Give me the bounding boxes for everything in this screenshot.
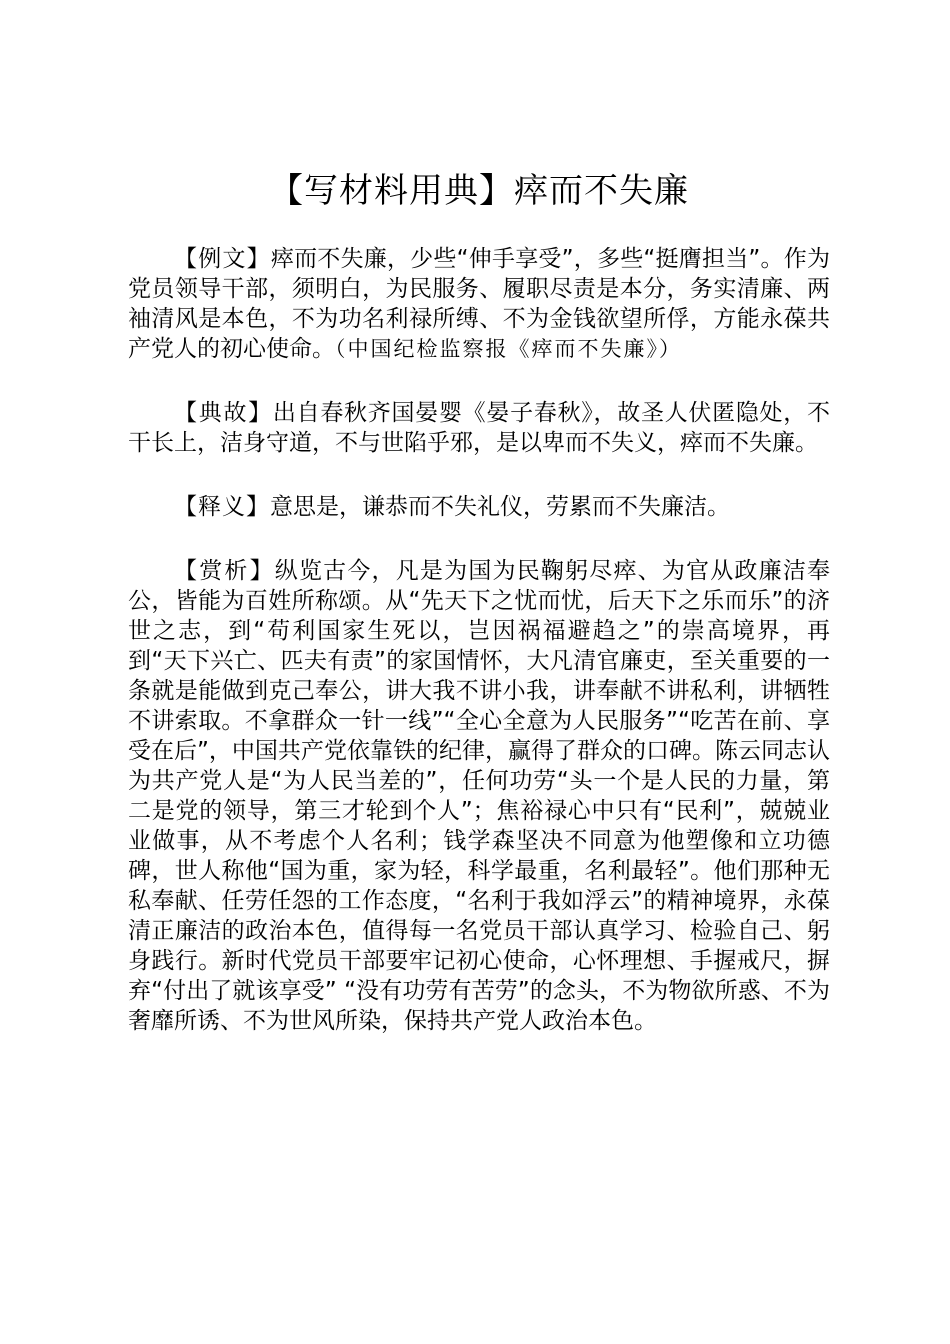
meaning-paragraph [128, 492, 830, 522]
document-page [128, 168, 830, 1070]
example-paragraph [128, 244, 830, 364]
appreciation-paragraph [128, 556, 830, 1036]
example-label: 【例文】 [174, 246, 271, 272]
example-text: 瘁而不失廉，少些“伸手享受”，多些“挺膺担当”。作为党员领导干部，须明白，为民服务、履职尽责是本分，务实清廉、两袖清风是本色，不为功名利禄所缚、不为金钱欲望所俘，方能永葆共产党人的初心使命。 [128, 246, 830, 362]
meaning-label: 【释义】 [174, 494, 270, 520]
allusion-label: 【典故】 [174, 400, 273, 426]
allusion-paragraph [128, 398, 830, 458]
example-source: （中国纪检监察报《瘁而不失廉》） [335, 337, 682, 361]
allusion-text: 出自春秋齐国晏婴《晏子春秋》，故圣人伏匿隐处，不干长上，洁身守道，不与世陷乎邪，是以卑而不失义，瘁而不失廉。 [128, 400, 831, 456]
meaning-text: 意思是，谦恭而不失礼仪，劳累而不失廉洁。 [270, 494, 730, 520]
appreciation-label: 【赏析】 [174, 558, 275, 584]
document-title: 【写材料用典】瘁而不失廉 [269, 171, 689, 211]
appreciation-text: 纵览古今，凡是为国为民鞠躬尽瘁、为官从政廉洁奉公，皆能为百姓所称颂。从“先天下之忧而忧，后天下之乐而乐”的济世之志，到“苟利国家生死以，岂因祸福避趋之”的崇高境界，再到“天下兴亡、匹夫有责”的家国情怀，大凡清官廉吏，至关重要的一条就是能做到克己奉公，讲大我不讲小我，讲奉献不讲私利，讲牺牲不讲索取。不拿群众一针一线”“全心全意为人民服务”“吃苦在前、享受在后”，中国共产党依靠铁的纪律，赢得了群众的口碑。陈云同志认为共产党人是“为人民当差的”，任何功劳“头一个是人民的力量，第二是党的领导，第三才轮到个人”；焦裕禄心中只有“民利”，兢兢业业做事，从不考虑个人名利；钱学森坚决不同意为他塑像和立功德碑，世人称他“国为重，家为轻，科学最重，名利最轻”。他们那种无私奉献、任劳任怨的工作态度，“名利于我如浮云”的精神境界，永葆清正廉洁的政治本色，值得每一名党员干部认真学习、检验自己、躬身践行。新时代党员干部要牢记初心使命，心怀理想、手握戒尺，摒弃“付出了就该享受” “没有功劳有苦劳”的念头，不为物欲所惑、不为奢靡所诱、不为世风所染，保持共产党人政治本色。 [128, 558, 831, 1034]
